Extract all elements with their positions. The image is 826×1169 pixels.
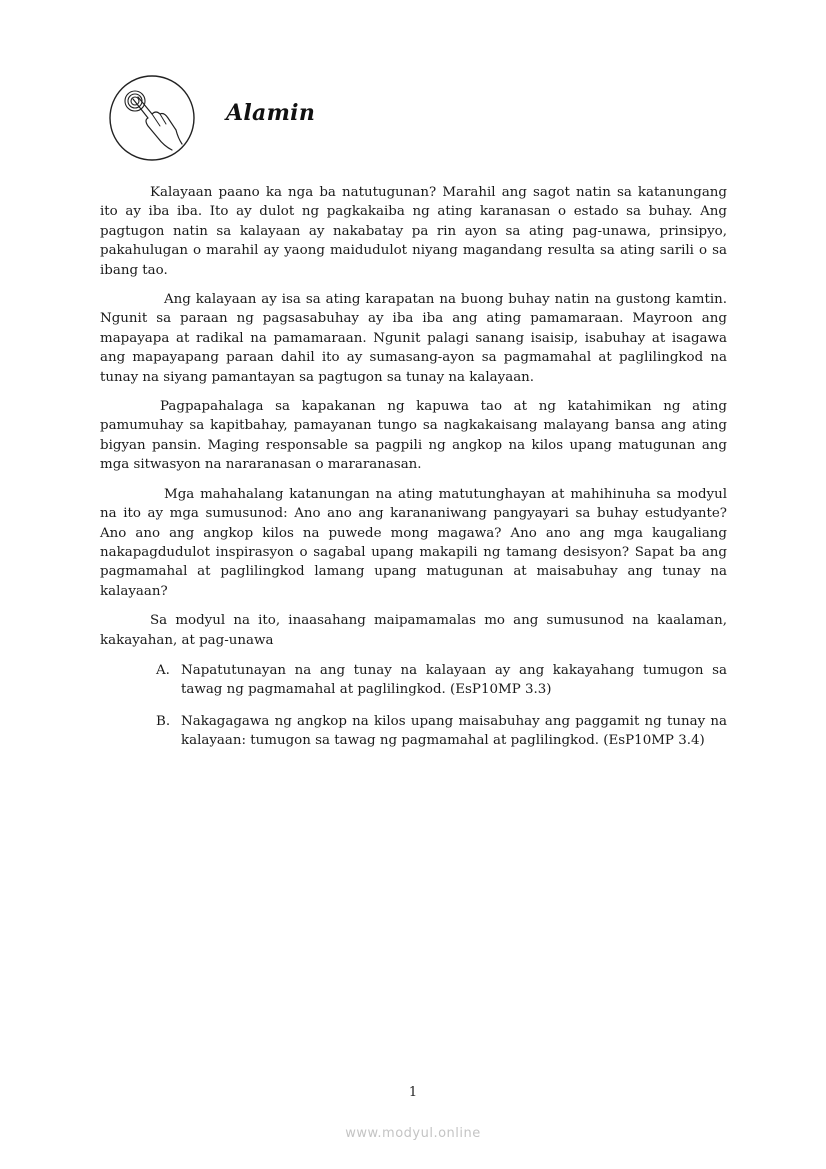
paragraph-katanungan: Mga mahahalang katanungan na ating matutunghayan at mahihinuha sa modyul na ito ay mga sumusunod: Ano ano ang karananiwang pangyayari sa buhay estudyante? Ano ano ang angkop kilos na puwede mong magawa? Ano ano ang mga kaugaliang nakapagdudulot inspirasyon o sagabal upang makapili ng tamang desisyon? Sapat ba ang pagmamahal at paglilingkod lamang upang matugunan at maisabuhay ang tunay na kalayaan? (100, 486, 727, 599)
objective-item (100, 661, 727, 700)
watermark-link: www.modyul.online (345, 1126, 481, 1141)
objective-item (100, 712, 727, 751)
body-content (100, 183, 727, 763)
paragraph-karapatan: Ang kalayaan ay isa sa ating karapatan na buong buhay natin na gustong kamtin. Ngunit sa paraan ng pagsasabuhay ay iba iba ang ating pamamaraan. Mayroon ang mapayapa at radikal na pamamaraan. Ngunit palagi sanang isaisip, isabuhay at isagawa ang mapayapang paraan dahil ito ay sumasang-ayon sa pagmamahal at paglilingkod na tunay na siyang pamantayan sa pagtugon sa tunay na kalayaan. (100, 292, 727, 385)
section-header (108, 74, 408, 164)
objective-marker: B. (156, 713, 171, 729)
section-title: Alamin (226, 100, 316, 126)
page-number: 1 (408, 1085, 418, 1100)
objectives-list (100, 661, 727, 751)
paragraph-inaasahan: Sa modyul na ito, inaasahang maipamamalas mo ang sumusunod na kaalaman, kakayahan, at pag-unawa (100, 613, 727, 648)
objective-marker: A. (156, 662, 170, 678)
paragraph-pagpapahalaga: Pagpapahalaga sa kapakanan ng kapuwa tao at ng katahimikan ng ating pamumuhay sa kapitbahay, pamayanan tungo sa nagkakaisang malayang bansa ang ating bigyan pansin. Maging responsable sa pagpili ng angkop na kilos upang matugunan ang mga sitwasyon na nararanasan o mararanasan. (100, 399, 727, 473)
objective-text: Napatutunayan na ang tunay na kalayaan ay ang kakayahang tumugon sa tawag ng pagmamahal at paglilingkod. (EsP10MP 3.3) (181, 662, 727, 698)
hand-touch-icon (108, 74, 196, 162)
objective-text: Nakagagawa ng angkop na kilos upang maisabuhay ang paggamit ng tunay na kalayaan: tumugon sa tawag ng pagmamahal at paglilingkod. (EsP10MP 3.4) (181, 713, 727, 749)
paragraph-intro: Kalayaan paano ka nga ba natutugunan? Marahil ang sagot natin sa katanungang ito ay iba iba. Ito ay dulot ng pagkakaiba ng ating karanasan o estado sa buhay. Ang pagtugon natin sa kalayaan ay nakabatay pa rin ayon sa ating pag-unawa, prinsipyo, pakahulugan o marahil ay yaong maidudulot niyang magandang resulta sa ating sarili o sa ibang tao. (100, 185, 727, 278)
